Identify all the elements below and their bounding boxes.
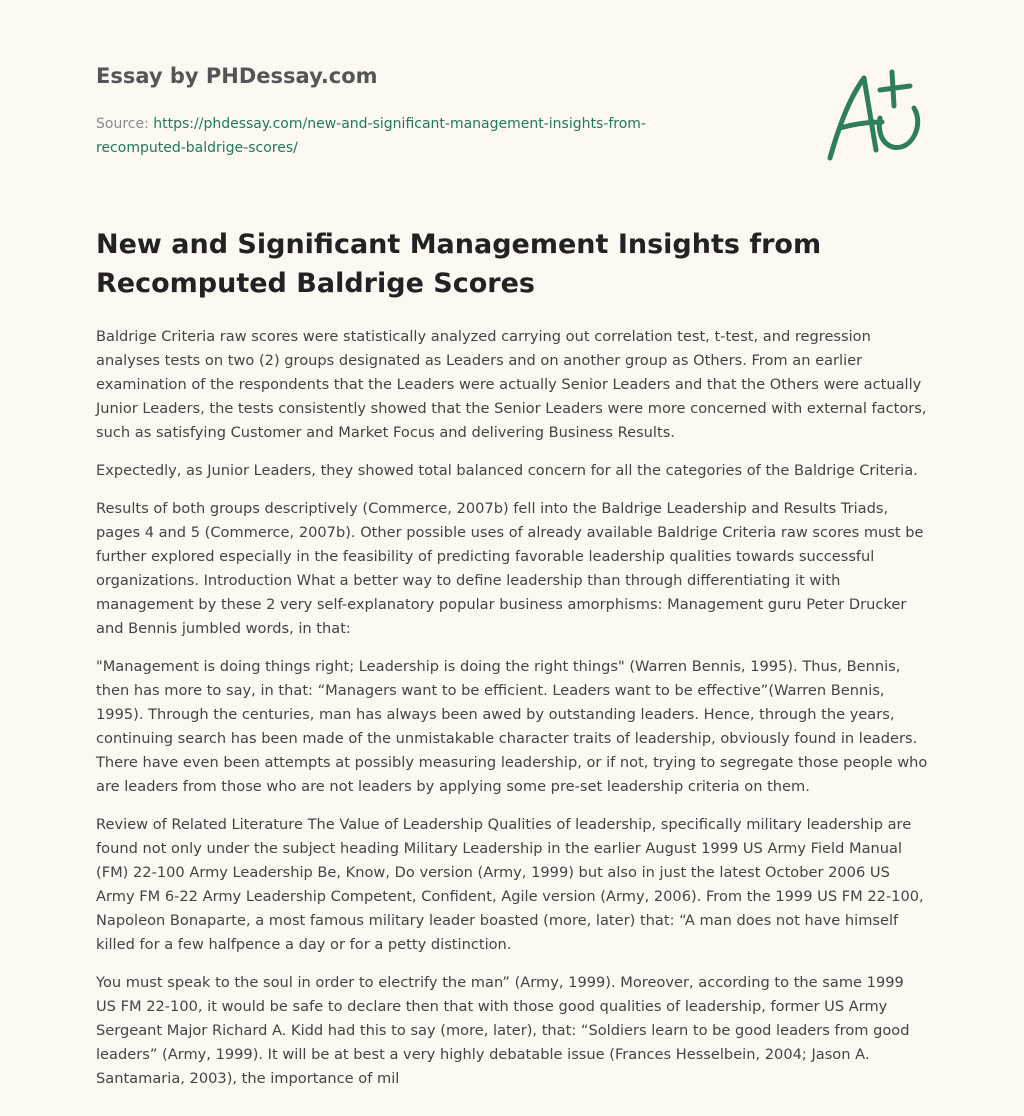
source-label: Source:: [96, 116, 154, 132]
essay-paragraph: Baldrige Criteria raw scores were statistically analyzed carrying out correlation test, t-test, and regression analyses tests on two (2) groups designated as Leaders and on another group as Others. From an earlier examination of the respondents that the Leaders were actually Senior Leaders and that the Others were actually Junior Leaders, the tests consistently showed that the Senior Leaders were more concerned with external factors, such as satisfying Customer and Market Focus and delivering Business Results.: [96, 328, 927, 441]
source-link-line2: recomputed-baldrige-scores/: [96, 140, 298, 156]
essay-paragraph: Review of Related Literature The Value of Leadership Qualities of leadership, specifically military leadership are found not only under the subject heading Military Leadership in the earlier August 1999 US Army Field Manual (FM) 22-100 Army Leadership Be, Know, Do version (Army, 1999) but also in just the latest October 2006 US Army FM 6-22 Army Leadership Competent, Confident, Agile version (Army, 2006). From the 1999 US FM 22-100, Napoleon Bonaparte, a most famous military leader boasted (more, later) that: “A man does not have himself killed for a few halfpence a day or for a petty distinction.: [96, 816, 924, 953]
a-plus-grade-icon: [824, 66, 928, 166]
essay-paragraph: "Management is doing things right; Leadership is doing the right things" (Warren Bennis, 1995). Thus, Bennis, then has more to say, in that: “Managers want to be efficient. Leaders want to be effective”(Warren Bennis, 1995). Through the centuries, man has always been awed by outstanding leaders. Hence, through the years, continuing search has been made of the unmistakable character traits of leadership, obviously found in leaders. There have even been attempts at possibly measuring leadership, or if not, trying to segregate those people who are leaders from those who are not leaders by applying some pre-set leadership criteria on them.: [96, 658, 928, 795]
essay-paragraph: Results of both groups descriptively (Commerce, 2007b) fell into the Baldrige Leadership and Results Triads, pages 4 and 5 (Commerce, 2007b). Other possible uses of already available Baldrige Criteria raw scores must be further explored especially in the feasibility of predicting favorable leadership qualities towards successful organizations. Introduction What a better way to define leadership than through differentiating it with management by these 2 very self-explanatory popular business amorphisms: Management guru Peter Drucker and Bennis jumbled words, in that:: [96, 500, 924, 637]
essay-title: New and Significant Management Insights from Recomputed Baldrige Scores: [96, 229, 822, 299]
essay-paragraph: Expectedly, as Junior Leaders, they showed total balanced concern for all the categories of the Baldrige Criteria.: [96, 462, 918, 479]
site-title: Essay by PHDessay.com: [96, 64, 378, 88]
source-link[interactable]: [96, 116, 646, 156]
essay-body: [96, 325, 928, 1105]
essay-paragraph: You must speak to the soul in order to electrify the man” (Army, 1999). Moreover, according to the same 1999 US FM 22-100, it would be safe to declare then that with those good qualities of leadership, former US Army Sergeant Major Richard A. Kidd had this to say (more, later), that: “Soldiers learn to be good leaders from good leaders” (Army, 1999). It will be at best a very highly debatable issue (Frances Hesselbein, 2004; Jason A. Santamaria, 2003), the importance of mil: [96, 974, 910, 1087]
source-line: [96, 112, 736, 160]
source-link-line1: https://phdessay.com/new-and-significant-management-insights-from-: [153, 116, 646, 132]
